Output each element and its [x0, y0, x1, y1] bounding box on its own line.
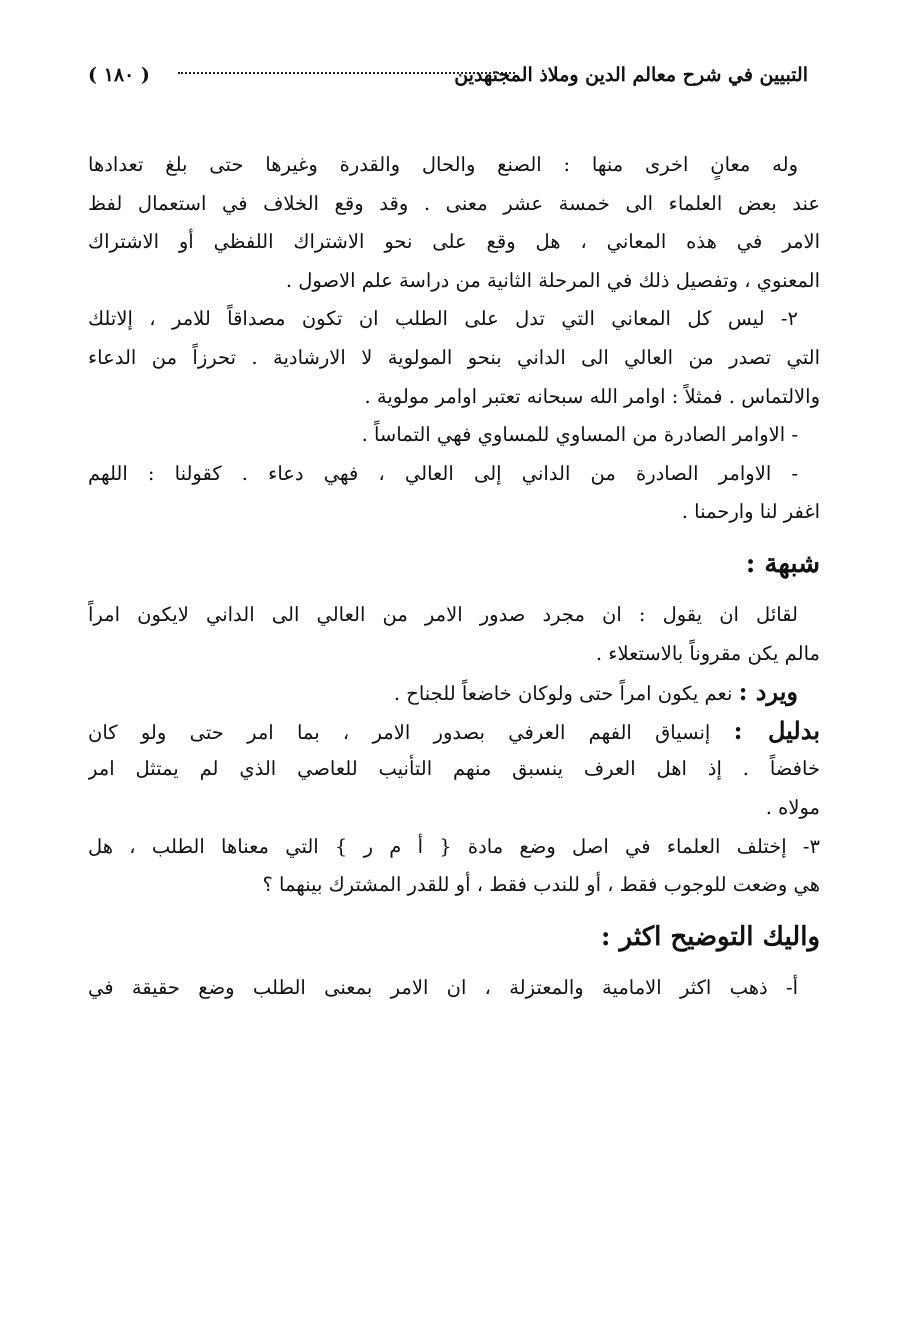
book-page [88, 0, 820, 1342]
section-heading-shubha: شبهة : [745, 548, 820, 579]
header-dotted-leader [178, 72, 515, 74]
paragraph-4-line-2: اغفر لنا وارحمنا . [681, 500, 820, 524]
paragraph-1-line-3: الامر في هذه المعاني ، هل وقع على نحو الاشتراك اللفظي أو الاشتراك [88, 230, 820, 254]
paragraph-5-line-2: مالم يكن مقروناً بالاستعلاء . [595, 641, 820, 665]
paragraph-8-line-1: ٣- إختلف العلماء في اصل وضع مادة { أ م ر } التي معناها الطلب ، هل [88, 834, 820, 858]
paragraph-7-line-1 [88, 712, 820, 751]
paragraph-8-line-2: هي وضعت للوجوب فقط ، أو للندب فقط ، أو للقدر المشترك بينهما ؟ [262, 873, 820, 897]
page-number: ( ١٨٠ ) [88, 64, 150, 86]
paragraph-1-line-1: وله معانٍ اخرى منها : الصنع والحال والقدرة وغيرها حتى بلغ تعدادها [88, 153, 798, 176]
paragraph-2-line-3: والالتماس . فمثلاً : اوامر الله سبحانه تعتبر اوامر مولوية . [364, 384, 820, 408]
page-header [88, 58, 820, 92]
paragraph-6-lead: ويرد : [738, 677, 798, 707]
running-title: التبيين في شرح معالم الدين وملاذ المجتهدين [454, 64, 808, 86]
section-heading-clarification: واليك التوضيح اكثر : [600, 921, 820, 952]
paragraph-7-text: إنسياق الفهم العرفي بصدور الامر ، بما امر حتى ولو كان [88, 720, 711, 744]
paragraph-4-line-1: - الاوامر الصادرة من الداني إلى العالي ، فهي دعاء . كقولنا : اللهم [88, 461, 798, 485]
paragraph-1-line-2: عند بعض العلماء الى خمسة عشر معنى . وقد وقع الخلاف في استعمال لفظ [88, 191, 820, 215]
paragraph-9-line-1: أ- ذهب اكثر الامامية والمعتزلة ، ان الامر بمعنى الطلب وضع حقيقة في [88, 975, 798, 999]
paragraph-7-line-3: مولاه . [765, 795, 820, 819]
paragraph-2-line-1: ٢- ليس كل المعاني التي تدل على الطلب ان تكون مصداقاً للامر ، إلاتلك [88, 307, 798, 331]
page-body [88, 146, 820, 1007]
paragraph-7-lead: بدليل : [733, 715, 820, 745]
paragraph-6-line-1 [88, 673, 820, 712]
paragraph-5-line-1: لقائل ان يقول : ان مجرد صدور الامر من العالي الى الداني لايكون امراً [88, 602, 798, 626]
paragraph-2-line-2: التي تصدر من العالي الى الداني بنحو المولوية لا الارشادية . تحرزاً من الدعاء [88, 345, 820, 369]
paragraph-7-line-2: خافضاً . إذ اهل العرف ينسبق منهم التأنيب للعاصي الذي لم يمتثل امر [88, 757, 820, 781]
paragraph-1-line-4: المعنوي ، وتفصيل ذلك في المرحلة الثانية من دراسة علم الاصول . [285, 268, 820, 292]
paragraph-6-text: نعم يكون امراً حتى ولوكان خاضعاً للجناح . [393, 682, 733, 706]
paragraph-3-line-1: - الاوامر الصادرة من المساوي للمساوي فهي التماساً . [361, 423, 798, 447]
